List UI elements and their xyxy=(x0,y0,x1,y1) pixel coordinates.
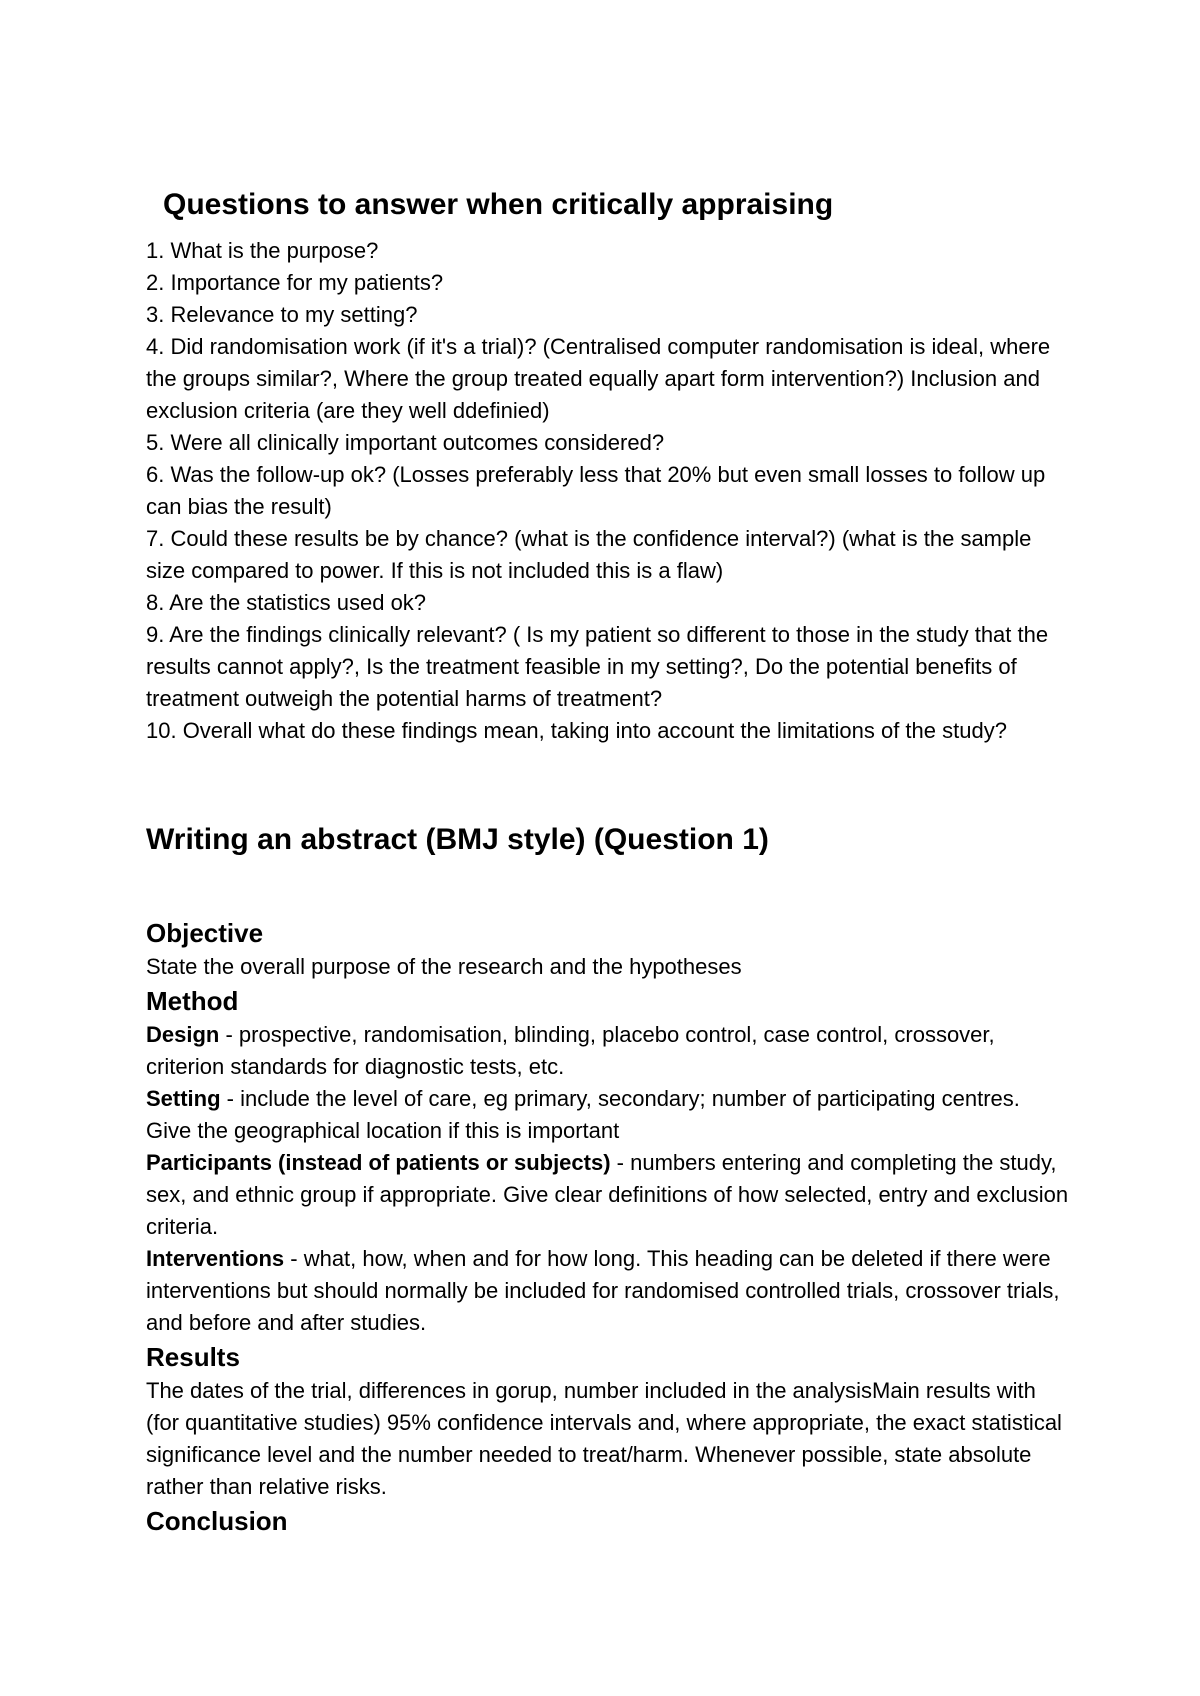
participants-paragraph xyxy=(146,1147,1071,1243)
objective-heading: Objective xyxy=(146,918,264,948)
interventions-label: Interventions xyxy=(146,1246,285,1271)
interventions-text: - what, how, when and for how long. This heading can be deleted if there were interventions but should normally be included for randomised controlled trials, crossover trials, and before and after studies. xyxy=(146,1246,1060,1335)
question-item: 7. Could these results be by chance? (what is the confidence interval?) (what is the sample size compared to power. If this is not included this is a flaw) xyxy=(146,526,1032,583)
questions-heading: Questions to answer when critically appraising xyxy=(163,188,834,221)
conclusion-heading: Conclusion xyxy=(146,1506,288,1536)
question-item: 6. Was the follow-up ok? (Losses preferably less that 20% but even small losses to follow up can bias the result) xyxy=(146,462,1046,519)
setting-label: Setting xyxy=(146,1086,221,1111)
design-label: Design xyxy=(146,1022,220,1047)
interventions-paragraph xyxy=(146,1243,1071,1339)
method-heading: Method xyxy=(146,986,239,1016)
abstract-body xyxy=(146,915,1071,1539)
participants-label: Participants (instead of patients or subjects) xyxy=(146,1150,611,1175)
results-text: The dates of the trial, differences in gorup, number included in the analysisMain results with (for quantitative studies) 95% confidence intervals and, where appropriate, the exact statistical significance level and the number needed to treat/harm. Whenever possible, state absolute rather than relative risks. xyxy=(146,1378,1062,1499)
questions-list xyxy=(146,235,1071,747)
question-item: 3. Relevance to my setting? xyxy=(146,302,418,327)
setting-paragraph xyxy=(146,1083,1071,1147)
question-item: 1. What is the purpose? xyxy=(146,238,379,263)
abstract-heading: Writing an abstract (BMJ style) (Question 1) xyxy=(146,823,769,856)
question-item: 8. Are the statistics used ok? xyxy=(146,590,427,615)
question-item: 4. Did randomisation work (if it's a trial)? (Centralised computer randomisation is ideal, where the groups similar?, Where the group treated equally apart form intervention?) Inclusion and exclusion criteria (are they well ddefinied) xyxy=(146,334,1051,423)
setting-text: - include the level of care, eg primary, secondary; number of participating centres. Give the geographical location if this is important xyxy=(146,1086,1020,1143)
design-text: - prospective, randomisation, blinding, placebo control, case control, crossover, criterion standards for diagnostic tests, etc. xyxy=(146,1022,995,1079)
question-item: 5. Were all clinically important outcomes considered? xyxy=(146,430,665,455)
design-paragraph xyxy=(146,1019,1071,1083)
objective-text: State the overall purpose of the research and the hypotheses xyxy=(146,954,742,979)
results-heading: Results xyxy=(146,1342,240,1372)
question-item: 9. Are the findings clinically relevant? ( Is my patient so different to those in the study that the results cannot apply?, Is the treatment feasible in my setting?, Do the potential benefits of treatment outweigh the potential harms of treatment? xyxy=(146,622,1049,711)
question-item: 10. Overall what do these findings mean, taking into account the limitations of the study? xyxy=(146,718,1007,743)
participants-text: - numbers entering and completing the study, sex, and ethnic group if appropriate. Give clear definitions of how selected, entry and exclusion criteria. xyxy=(146,1150,1069,1239)
question-item: 2. Importance for my patients? xyxy=(146,270,444,295)
